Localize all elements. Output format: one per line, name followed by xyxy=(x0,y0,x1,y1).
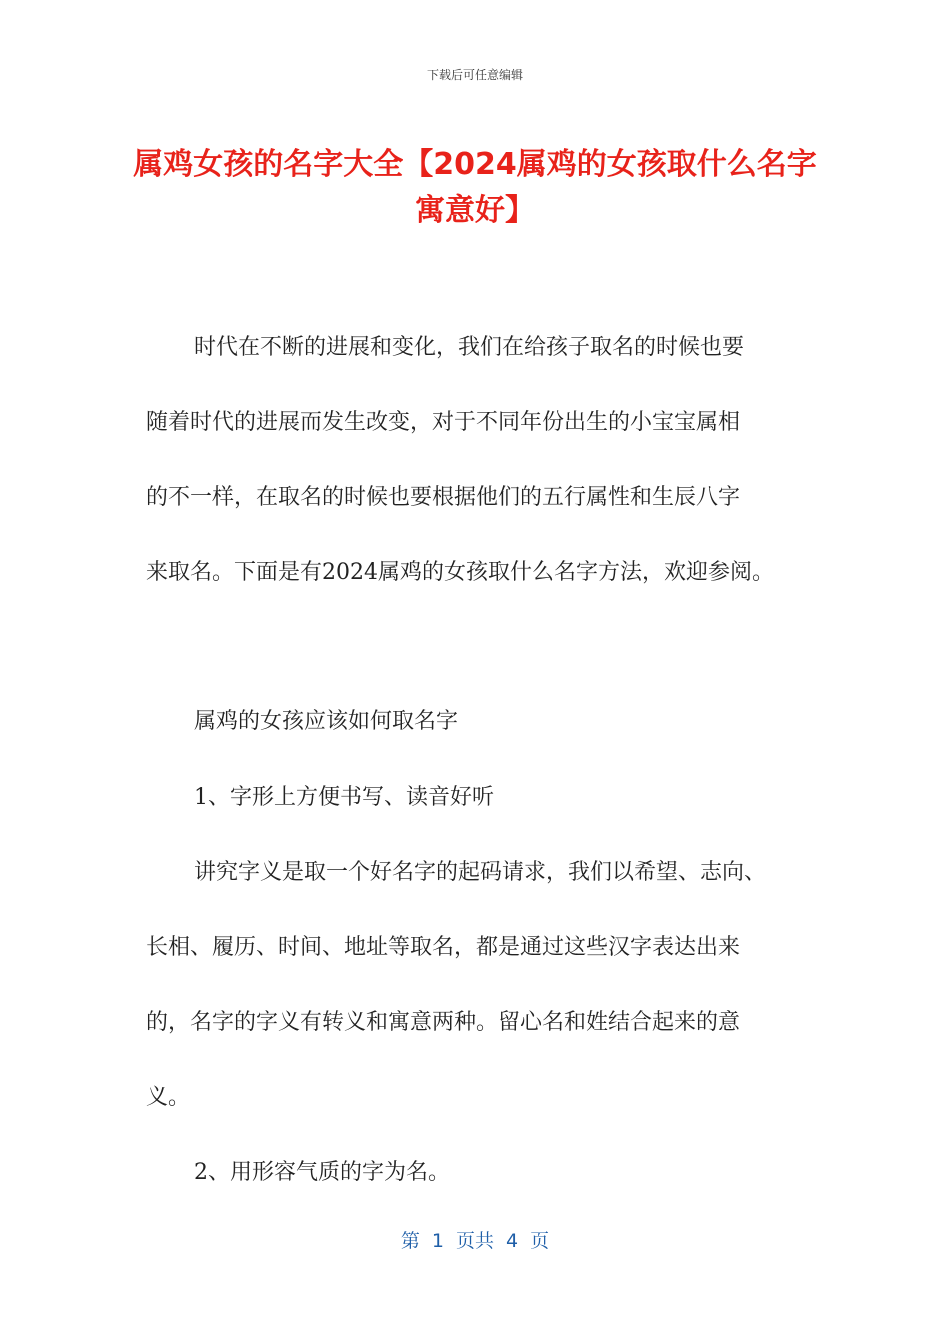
document-title: 属鸡女孩的名字大全【2024属鸡的女孩取什么名字寓意好】 xyxy=(133,147,817,228)
paragraph-line: 来取名。下面是有2024属鸡的女孩取什么名字方法，欢迎参阅。 xyxy=(146,560,774,585)
paragraph-line: 随着时代的进展而发生改变，对于不同年份出生的小宝宝属相 xyxy=(146,410,741,435)
paragraph-line: 的，名字的字义有转义和寓意两种。留心名和姓结合起来的意 xyxy=(146,1010,741,1035)
point-heading: 2、用形容气质的字为名。 xyxy=(194,1160,450,1185)
section-heading: 属鸡的女孩应该如何取名字 xyxy=(194,709,459,734)
point-heading: 1、字形上方便书写、读音好听 xyxy=(194,785,494,810)
paragraph-line: 长相、履历、时间、地址等取名，都是通过这些汉字表达出来 xyxy=(146,935,741,960)
page-footer: 第 1 页共 4 页 xyxy=(400,1230,550,1252)
paragraph-line: 的不一样，在取名的时候也要根据他们的五行属性和生辰八字 xyxy=(146,485,741,510)
paragraph-line: 时代在不断的进展和变化，我们在给孩子取名的时候也要 xyxy=(194,335,745,360)
header-note: 下载后可任意编辑 xyxy=(426,68,523,82)
paragraph-line: 义。 xyxy=(146,1085,191,1110)
paragraph-line: 讲究字义是取一个好名字的起码请求，我们以希望、志向、 xyxy=(194,860,767,885)
